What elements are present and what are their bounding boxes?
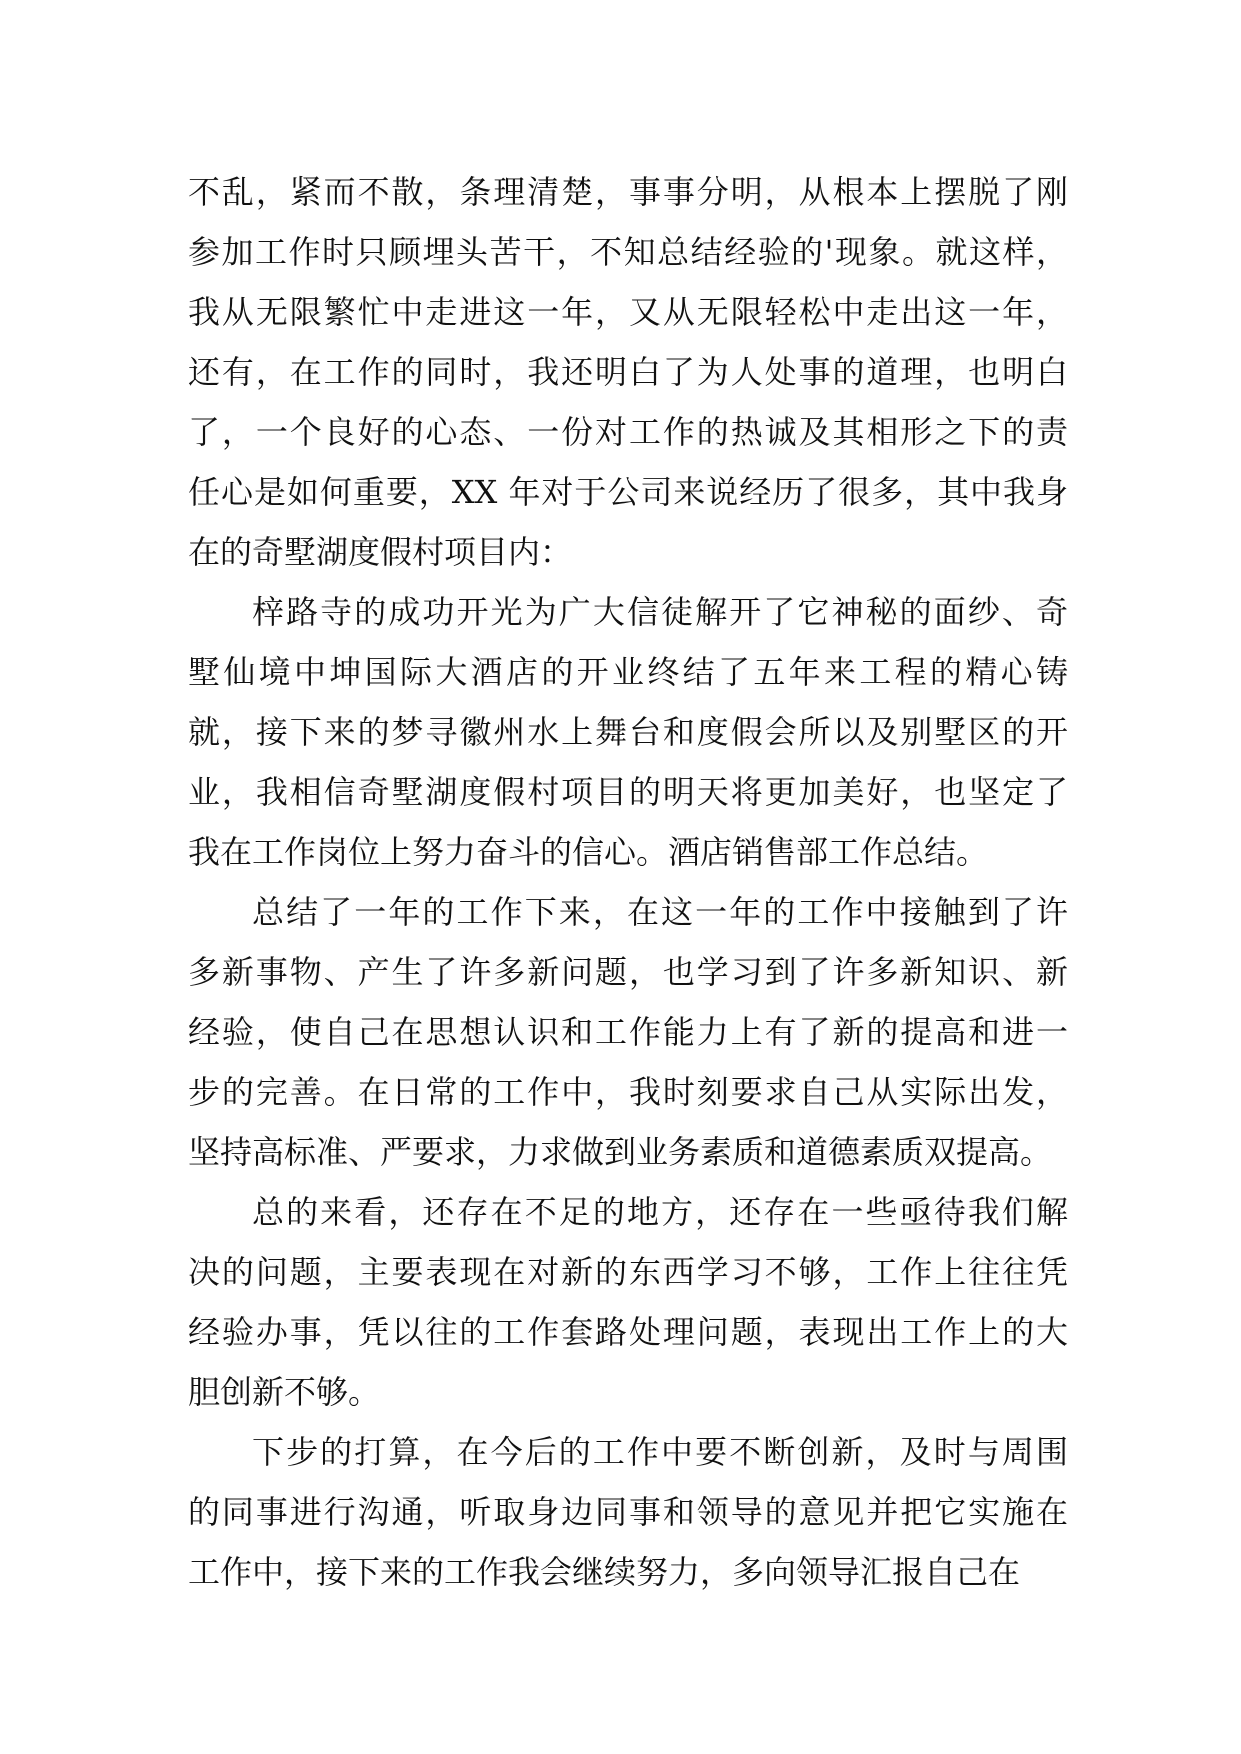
body-text xyxy=(188,162,1068,1602)
text-line: 在的奇墅湖度假村项目内： xyxy=(188,533,573,571)
paragraph-first-line: 总结了一年的工作下来，在这一年的工作中接触到了许 xyxy=(252,893,1068,931)
text-line: 还有，在工作的同时，我还明白了为人处事的道理，也明白 xyxy=(188,353,1068,391)
paragraph-first-line: 梓路寺的成功开光为广大信徒解开了它神秘的面纱、奇 xyxy=(252,593,1068,631)
text-line: 经验办事，凭以往的工作套路处理问题，表现出工作上的大 xyxy=(188,1313,1068,1351)
text-line: 墅仙境中坤国际大酒店的开业终结了五年来工程的精心铸 xyxy=(188,653,1068,691)
text-line: 决的问题，主要表现在对新的东西学习不够，工作上往往凭 xyxy=(188,1253,1068,1291)
text-line: 多新事物、产生了许多新问题，也学习到了许多新知识、新 xyxy=(188,953,1068,991)
text-line: 不乱，紧而不散，条理清楚，事事分明，从根本上摆脱了刚 xyxy=(188,173,1068,211)
text-line: 参加工作时只顾埋头苦干，不知总结经验的'现象。就这样， xyxy=(188,233,1068,271)
text-line: 了，一个良好的心态、一份对工作的热诚及其相形之下的责 xyxy=(188,413,1068,451)
paragraph-first-line: 总的来看，还存在不足的地方，还存在一些亟待我们解 xyxy=(252,1193,1068,1231)
text-line: 任心是如何重要，XX 年对于公司来说经历了很多，其中我身 xyxy=(188,473,1068,511)
text-line: 步的完善。在日常的工作中，我时刻要求自己从实际出发， xyxy=(188,1073,1068,1111)
text-line: 胆创新不够。 xyxy=(188,1373,381,1411)
text-line: 业，我相信奇墅湖度假村项目的明天将更加美好，也坚定了 xyxy=(188,773,1068,811)
text-line: 工作中，接下来的工作我会继续努力，多向领导汇报自己在 xyxy=(188,1553,1021,1591)
paragraph-first-line: 下步的打算，在今后的工作中要不断创新，及时与周围 xyxy=(252,1433,1068,1471)
text-line: 经验，使自己在思想认识和工作能力上有了新的提高和进一 xyxy=(188,1013,1068,1051)
text-line: 坚持高标准、严要求，力求做到业务素质和道德素质双提高。 xyxy=(188,1133,1053,1171)
text-line: 我从无限繁忙中走进这一年，又从无限轻松中走出这一年， xyxy=(188,293,1068,331)
text-line: 的同事进行沟通，听取身边同事和领导的意见并把它实施在 xyxy=(188,1493,1068,1531)
text-line: 我在工作岗位上努力奋斗的信心。酒店销售部工作总结。 xyxy=(188,833,989,871)
text-line: 就，接下来的梦寻徽州水上舞台和度假会所以及别墅区的开 xyxy=(188,713,1068,751)
